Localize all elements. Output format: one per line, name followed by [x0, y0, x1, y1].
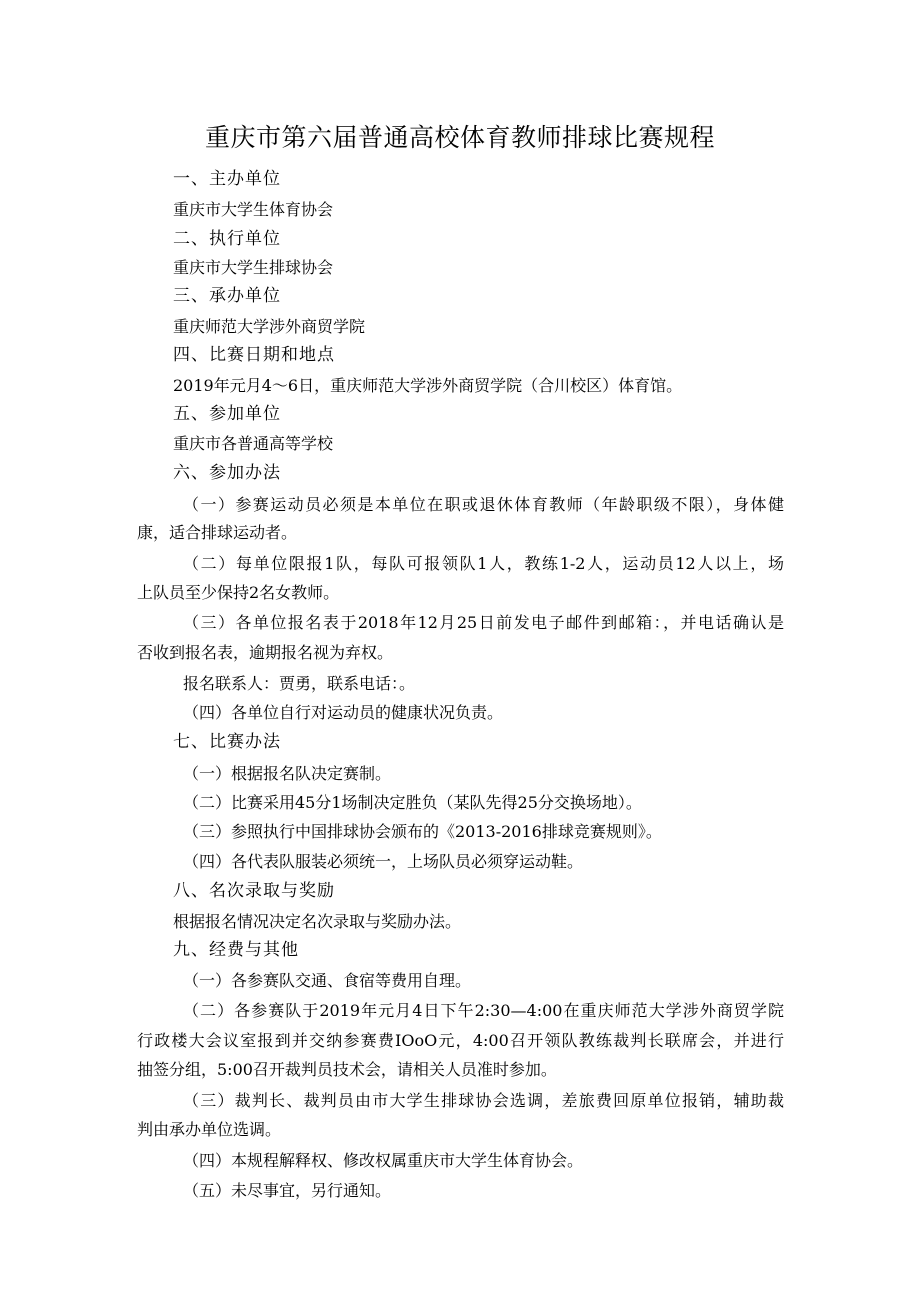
section-6-para-2-line-1: （二）每单位限报1队，每队可报领队1人，教练1-2人，运动员12人以上，场: [183, 554, 784, 573]
section-9-para-1: （一）各参赛队交通、食宿等费用自理。: [183, 971, 472, 990]
section-2-heading: 二、执行单位: [173, 229, 281, 249]
section-3-heading: 三、承办单位: [173, 286, 281, 306]
section-6-para-3-line-1: （三）各单位报名表于2018年12月25日前发电子邮件到邮箱：，并电话确认是: [183, 613, 784, 632]
section-9-para-2-line-3: 抽签分组，5:00召开裁判员技术会，请相关人员准时参加。: [137, 1060, 557, 1079]
section-8-body: 根据报名情况决定名次录取与奖励办法。: [173, 912, 462, 931]
section-6-para-2-line-2: 上队员至少保持2名女教师。: [137, 583, 340, 602]
section-5-heading: 五、参加单位: [173, 404, 281, 424]
section-6-heading: 六、参加办法: [173, 463, 281, 483]
section-9-para-5: （五）未尽事宜，另行通知。: [183, 1181, 392, 1200]
section-6-para-1-line-1: （一）参赛运动员必须是本单位在职或退休体育教师（年龄职级不限），身体健: [183, 495, 784, 514]
section-9-para-3-line-1: （三）裁判长、裁判员由市大学生排球协会选调，差旅费回原单位报销，辅助裁: [183, 1091, 784, 1110]
section-1-heading: 一、主办单位: [173, 169, 281, 189]
section-9-heading: 九、经费与其他: [173, 940, 299, 960]
section-9-para-2-line-2: 行政楼大会议室报到并交纳参赛费IOoO元，4:00召开领队教练裁判长联席会，并进行: [137, 1031, 784, 1050]
section-2-body: 重庆市大学生排球协会: [173, 258, 334, 277]
document-title: 重庆市第六届普通高校体育教师排球比赛规程: [204, 123, 715, 152]
section-1-body: 重庆市大学生体育协会: [173, 200, 334, 219]
section-7-para-3: （三）参照执行中国排球协会颁布的《2013-2016排球竞赛规则》。: [183, 822, 662, 841]
section-7-para-4: （四）各代表队服装必须统一，上场队员必须穿运动鞋。: [183, 852, 584, 871]
section-9-para-4: （四）本规程解释权、修改权属重庆市大学生体育协会。: [183, 1151, 584, 1170]
section-6-para-4: （四）各单位自行对运动员的健康状况负责。: [183, 703, 504, 722]
section-7-heading: 七、比赛办法: [173, 732, 281, 752]
section-6-contact: 报名联系人：贾勇，联系电话：。: [183, 674, 416, 693]
section-5-body: 重庆市各普通高等学校: [173, 434, 334, 453]
section-9-para-2-line-1: （二）各参赛队于2019年元月4日下午2:30—4:00在重庆师范大学涉外商贸学院: [183, 1001, 784, 1020]
section-8-heading: 八、名次录取与奖励: [173, 881, 335, 901]
section-3-body: 重庆师范大学涉外商贸学院: [173, 317, 366, 336]
section-6-para-1-line-2: 康，适合排球运动者。: [137, 523, 298, 542]
section-4-body: 2019年元月4～6日，重庆师范大学涉外商贸学院（合川校区）体育馆。: [173, 376, 683, 395]
section-4-heading: 四、比赛日期和地点: [173, 345, 335, 365]
section-7-para-1: （一）根据报名队决定赛制。: [183, 764, 392, 783]
section-9-para-3-line-2: 判由承办单位选调。: [137, 1120, 282, 1139]
section-6-para-3-line-2: 否收到报名表，逾期报名视为弃权。: [137, 643, 394, 662]
section-7-para-2: （二）比赛采用45分1场制决定胜负（某队先得25分交换场地）。: [183, 793, 642, 812]
